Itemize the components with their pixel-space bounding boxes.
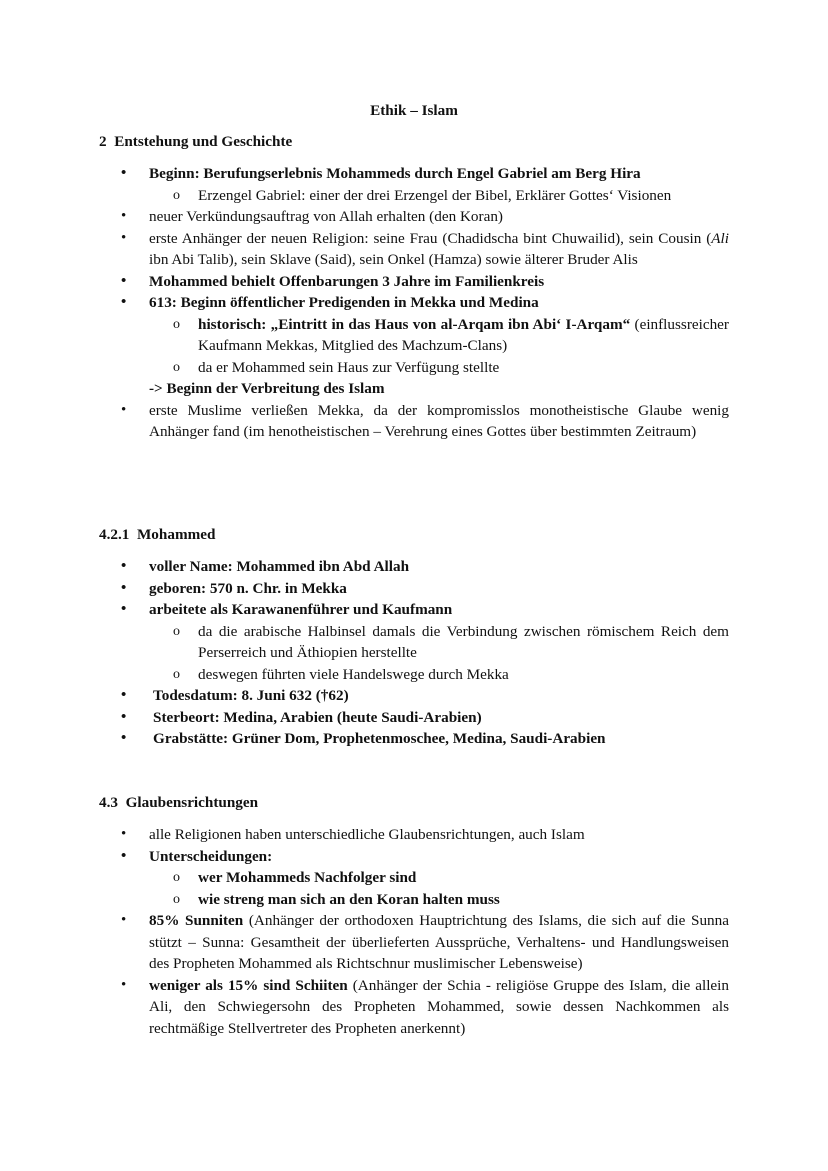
arrow-note: -> Beginn der Verbreitung des Islam [149, 380, 385, 397]
sub-list-item: o deswegen führten viele Handelswege durch Mekka [99, 664, 729, 686]
bullet-icon: • [121, 165, 127, 181]
bullet-icon: • [121, 730, 127, 746]
list-item: • voller Name: Mohammed ibn Abd Allah [99, 556, 729, 578]
bullet-icon: • [121, 401, 127, 418]
list-item: • 613: Beginn öffentlicher Predigenden in Mekka und Medina [99, 292, 729, 314]
bullet-icon: • [121, 687, 127, 703]
section-list-entstehung [99, 163, 729, 443]
bullet-icon: • [121, 826, 127, 842]
sub-list-item: o Erzengel Gabriel: einer der drei Erzengel der Bibel, Erklärer Gottes‘ Visionen [99, 185, 729, 207]
list-item: • Beginn: Berufungserlebnis Mohammeds durch Engel Gabriel am Berg Hira [99, 163, 729, 185]
section-heading-entstehung: 2 Entstehung und Geschichte [99, 133, 293, 150]
sub-bullet-icon: o [173, 359, 180, 375]
document-title: Ethik – Islam [370, 102, 458, 119]
section-heading-glaubensrichtungen: 4.3 Glaubensrichtungen [99, 794, 259, 811]
sub-bullet-icon: o [173, 891, 180, 907]
bullet-icon: • [121, 294, 127, 310]
list-item: • Mohammed behielt Offenbarungen 3 Jahre im Familienkreis [99, 271, 729, 293]
bullet-icon: • [121, 847, 127, 864]
list-item: • Todesdatum: 8. Juni 632 (†62) [99, 685, 729, 707]
bullet-icon: • [121, 708, 127, 725]
sub-bullet-icon: o [173, 316, 180, 332]
sub-bullet-icon: o [173, 187, 180, 203]
section-heading-mohammed: 4.2.1 Mohammed [99, 526, 216, 543]
list-item: • weniger als 15% sind Schiiten (Anhänger der Schia - religiöse Gruppe des Islam, die allein Ali, den Schwiegersohn des Propheten Mohammed, sowie dessen Nachkommen als rechtmäßige Stellvertreter des Propheten anerkennt) [121, 976, 729, 1037]
sub-list-item: o wer Mohammeds Nachfolger sind [99, 867, 729, 889]
list-item: • erste Anhänger der neuen Religion: seine Frau (Chadidscha bint Chuwailid), sein Cousin (Ali ibn Abi Talib), sein Sklave (Said), sein Onkel (Hamza) sowie älterer Bruder Alis [121, 229, 729, 268]
bullet-icon: • [121, 272, 127, 289]
bullet-icon: • [121, 976, 127, 993]
sub-bullet-icon: o [173, 870, 180, 885]
sub-bullet-icon: o [173, 666, 180, 682]
bullet-icon: • [121, 558, 127, 574]
section-list-glaubensrichtungen [99, 824, 729, 1039]
sub-bullet-icon: o [173, 623, 180, 639]
sub-list-item: o wie streng man sich an den Koran halten muss [99, 889, 729, 911]
sub-list-item: o da er Mohammed sein Haus zur Verfügung stellte [99, 357, 729, 379]
list-item: • 85% Sunniten (Anhänger der orthodoxen Hauptrichtung des Islams, die sich auf die Sunna stützt – Sunna: Gesamtheit der überlieferten Aussprüche, Verhaltens- und Handlungsweisen des Propheten Mohammed als Richtschnur muslimischer Lebensweise) [121, 912, 729, 972]
sub-list-item: o da die arabische Halbinsel damals die Verbindung zwischen römischem Reich dem Perserreich und Äthiopien herstellte [173, 622, 729, 661]
list-item: • Unterscheidungen: [99, 846, 729, 868]
bullet-icon: • [121, 208, 127, 224]
list-item: • alle Religionen haben unterschiedliche Glaubensrichtungen, auch Islam [99, 824, 729, 846]
bullet-icon: • [121, 601, 127, 617]
list-item: • neuer Verkündungsauftrag von Allah erhalten (den Koran) [99, 206, 729, 228]
bullet-icon: • [121, 229, 127, 246]
list-item: • geboren: 570 n. Chr. in Mekka [99, 578, 729, 600]
list-item: • arbeitete als Karawanenführer und Kaufmann [99, 599, 729, 621]
section-list-mohammed [99, 556, 729, 750]
list-item: • Sterbeort: Medina, Arabien (heute Saudi-Arabien) [99, 707, 729, 729]
list-item: • Grabstätte: Grüner Dom, Prophetenmoschee, Medina, Saudi-Arabien [99, 728, 729, 750]
bullet-icon: • [121, 912, 127, 928]
bullet-icon: • [121, 579, 127, 596]
sub-list-item: o historisch: „Eintritt in das Haus von al-Arqam ibn Abi‘ I-Arqam“ (einflussreicher Kaufmann Mekkas, Mitglied des Machzum-Clans) [173, 315, 729, 354]
list-item: • erste Muslime verließen Mekka, da der kompromisslos monotheistische Glaube wenig Anhänger fand (im henotheistischen – Verehrung eines Gottes über bestimmten Zeitraum) [121, 401, 729, 440]
